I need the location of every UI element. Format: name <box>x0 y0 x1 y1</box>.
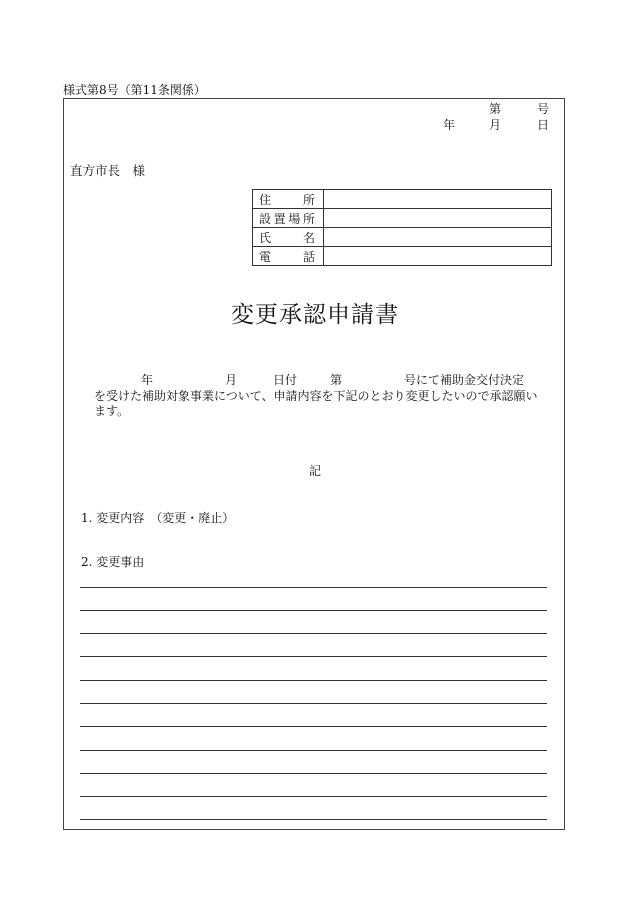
date-month-label: 月 <box>489 118 502 132</box>
writing-line[interactable] <box>80 773 547 774</box>
number-dai-label: 第 <box>489 102 502 116</box>
table-row-install-location <box>253 209 552 228</box>
writing-line[interactable] <box>80 750 547 751</box>
form-number-label: 様式第8号（第11条関係） <box>63 83 206 97</box>
body-month-label: 月 <box>225 373 238 387</box>
document-title: 変更承認申請書 <box>231 302 399 328</box>
body-line3: ます。 <box>94 404 130 418</box>
body-line2: を受けた補助対象事業について、申請内容を下記のとおり変更したいので承認願い <box>94 389 538 403</box>
table-row-name <box>253 228 552 247</box>
number-go-label: 号 <box>537 102 550 116</box>
table-row-address <box>253 190 552 209</box>
label-char: 置 <box>273 211 286 226</box>
address-field[interactable] <box>324 190 552 209</box>
label-phone <box>253 247 324 266</box>
item-change-content: 1. 変更内容 （変更・廃止） <box>81 511 235 525</box>
addressee: 直方市長 様 <box>70 163 146 178</box>
label-char: 住 <box>259 192 272 207</box>
date-year-label: 年 <box>443 118 456 132</box>
writing-line[interactable] <box>80 703 547 704</box>
writing-line[interactable] <box>80 656 547 657</box>
writing-line[interactable] <box>80 726 547 727</box>
body-dai-label: 第 <box>330 373 343 387</box>
label-address <box>253 190 324 209</box>
item-change-reason: 2. 変更事由 <box>81 555 145 569</box>
table-row-phone <box>253 247 552 266</box>
writing-line[interactable] <box>80 633 547 634</box>
label-char: 設 <box>259 211 272 226</box>
label-char: 場 <box>288 211 301 226</box>
label-char: 所 <box>302 211 315 226</box>
ki-heading: 記 <box>309 464 322 478</box>
phone-field[interactable] <box>324 247 552 266</box>
label-char: 名 <box>302 230 315 245</box>
body-year-label: 年 <box>141 373 154 387</box>
writing-line[interactable] <box>80 587 547 588</box>
body-date-label: 日付 <box>273 373 298 387</box>
label-install-location <box>253 209 324 228</box>
label-name <box>253 228 324 247</box>
label-char: 話 <box>302 249 315 264</box>
label-char: 氏 <box>259 230 272 245</box>
body-line1-tail: 号にて補助金交付決定 <box>404 373 525 387</box>
writing-line[interactable] <box>80 796 547 797</box>
writing-line[interactable] <box>80 819 547 820</box>
date-day-label: 日 <box>537 118 550 132</box>
install-location-field[interactable] <box>324 209 552 228</box>
name-field[interactable] <box>324 228 552 247</box>
writing-line[interactable] <box>80 680 547 681</box>
applicant-info-table <box>252 189 552 266</box>
label-char: 電 <box>259 249 272 264</box>
label-char: 所 <box>302 192 315 207</box>
writing-line[interactable] <box>80 610 547 611</box>
